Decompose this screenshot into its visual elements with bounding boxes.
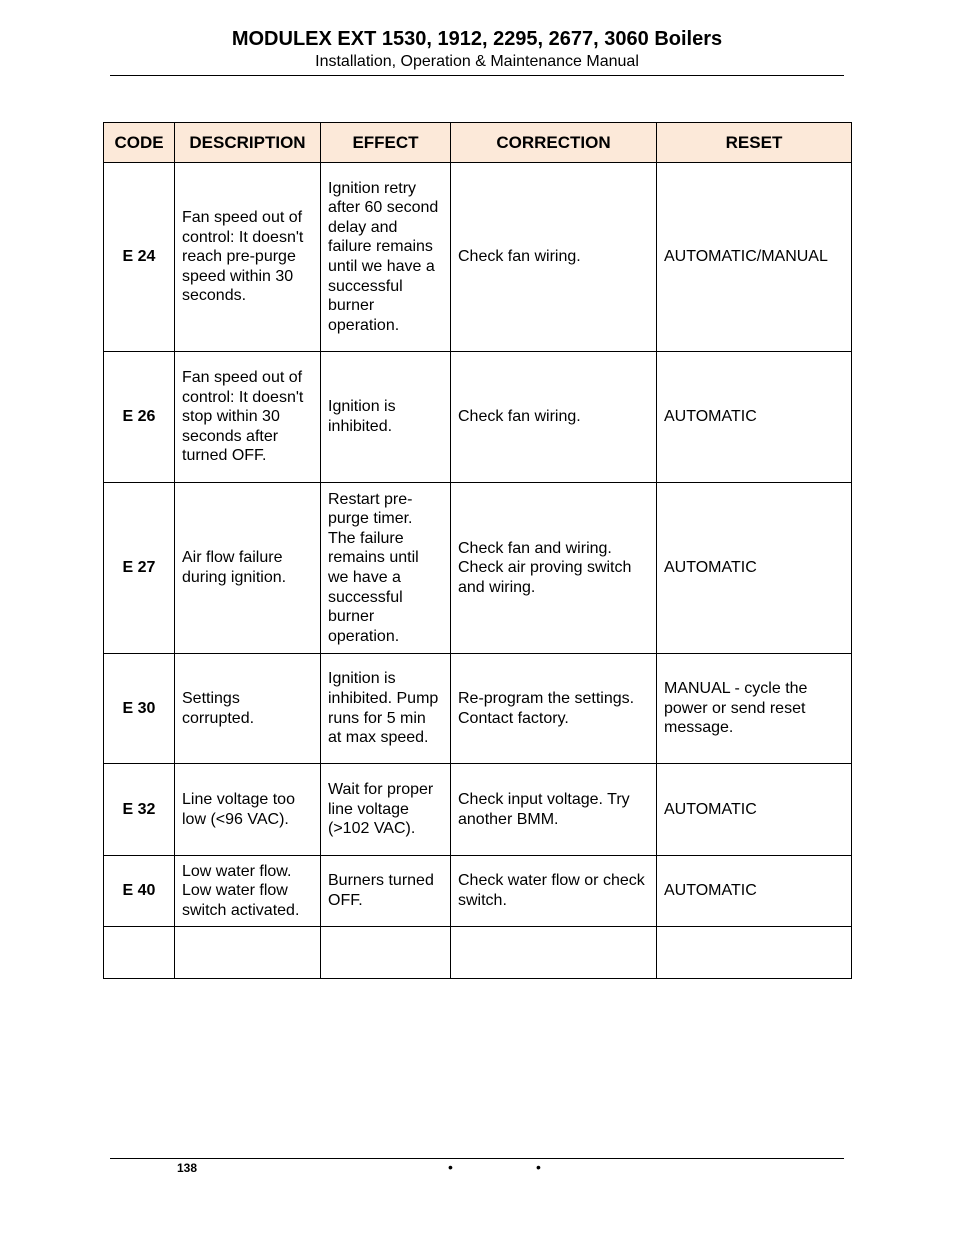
table-header-row bbox=[104, 123, 852, 163]
cell-description: Low water flow. Low water flow switch activated. bbox=[175, 856, 321, 927]
table-row-empty bbox=[104, 927, 852, 979]
cell-reset: AUTOMATIC bbox=[657, 856, 852, 927]
cell-reset bbox=[657, 927, 852, 979]
cell-effect: Ignition is inhibited. bbox=[321, 352, 451, 483]
table-row bbox=[104, 856, 852, 927]
header-divider bbox=[110, 75, 844, 76]
cell-reset: MANUAL - cycle the power or send reset message. bbox=[657, 654, 852, 764]
cell-correction: Check fan wiring. bbox=[451, 352, 657, 483]
cell-description: Fan speed out of control: It doesn't stop within 30 seconds after turned OFF. bbox=[175, 352, 321, 483]
column-header-description: DESCRIPTION bbox=[175, 123, 321, 163]
cell-effect: Burners turned OFF. bbox=[321, 856, 451, 927]
column-header-effect: EFFECT bbox=[321, 123, 451, 163]
cell-code: E 24 bbox=[104, 163, 175, 352]
table-row bbox=[104, 352, 852, 483]
cell-correction: Re-program the settings. Contact factory. bbox=[451, 654, 657, 764]
footer-bullet: • bbox=[536, 1159, 541, 1175]
cell-code: E 27 bbox=[104, 483, 175, 654]
cell-code: E 30 bbox=[104, 654, 175, 764]
cell-correction: Check water flow or check switch. bbox=[451, 856, 657, 927]
cell-code: E 40 bbox=[104, 856, 175, 927]
table-row bbox=[104, 483, 852, 654]
footer-divider bbox=[110, 1158, 844, 1159]
cell-code: E 26 bbox=[104, 352, 175, 483]
cell-code: E 32 bbox=[104, 764, 175, 856]
footer-bullet: • bbox=[448, 1159, 453, 1175]
cell-reset: AUTOMATIC bbox=[657, 764, 852, 856]
cell-description: Line voltage too low (<96 VAC). bbox=[175, 764, 321, 856]
cell-effect: Wait for proper line voltage (>102 VAC). bbox=[321, 764, 451, 856]
table-row bbox=[104, 163, 852, 352]
page-header bbox=[110, 26, 844, 72]
cell-code bbox=[104, 927, 175, 979]
cell-effect: Restart pre-purge timer. The failure remains until we have a successful burner operation. bbox=[321, 483, 451, 654]
cell-description: Fan speed out of control: It doesn't reach pre-purge speed within 30 seconds. bbox=[175, 163, 321, 352]
document-subtitle: Installation, Operation & Maintenance Manual bbox=[315, 53, 639, 70]
cell-reset: AUTOMATIC/MANUAL bbox=[657, 163, 852, 352]
cell-correction: Check fan wiring. bbox=[451, 163, 657, 352]
cell-correction bbox=[451, 927, 657, 979]
page-number: 138 bbox=[177, 1161, 198, 1175]
cell-effect: Ignition retry after 60 second delay and failure remains until we have a successful burner operation. bbox=[321, 163, 451, 352]
table-row bbox=[104, 764, 852, 856]
document-title: MODULEX EXT 1530, 1912, 2295, 2677, 3060 Boilers bbox=[231, 28, 723, 50]
cell-correction: Check fan and wiring. Check air proving switch and wiring. bbox=[451, 483, 657, 654]
cell-correction: Check input voltage. Try another BMM. bbox=[451, 764, 657, 856]
table-row bbox=[104, 654, 852, 764]
cell-effect: Ignition is inhibited. Pump runs for 5 min at max speed. bbox=[321, 654, 451, 764]
column-header-correction: CORRECTION bbox=[451, 123, 657, 163]
error-code-table bbox=[103, 122, 852, 979]
cell-reset: AUTOMATIC bbox=[657, 483, 852, 654]
column-header-reset: RESET bbox=[657, 123, 852, 163]
column-header-code: CODE bbox=[104, 123, 175, 163]
cell-reset: AUTOMATIC bbox=[657, 352, 852, 483]
cell-description: Settings corrupted. bbox=[175, 654, 321, 764]
cell-description bbox=[175, 927, 321, 979]
cell-effect bbox=[321, 927, 451, 979]
cell-description: Air flow failure during ignition. bbox=[175, 483, 321, 654]
